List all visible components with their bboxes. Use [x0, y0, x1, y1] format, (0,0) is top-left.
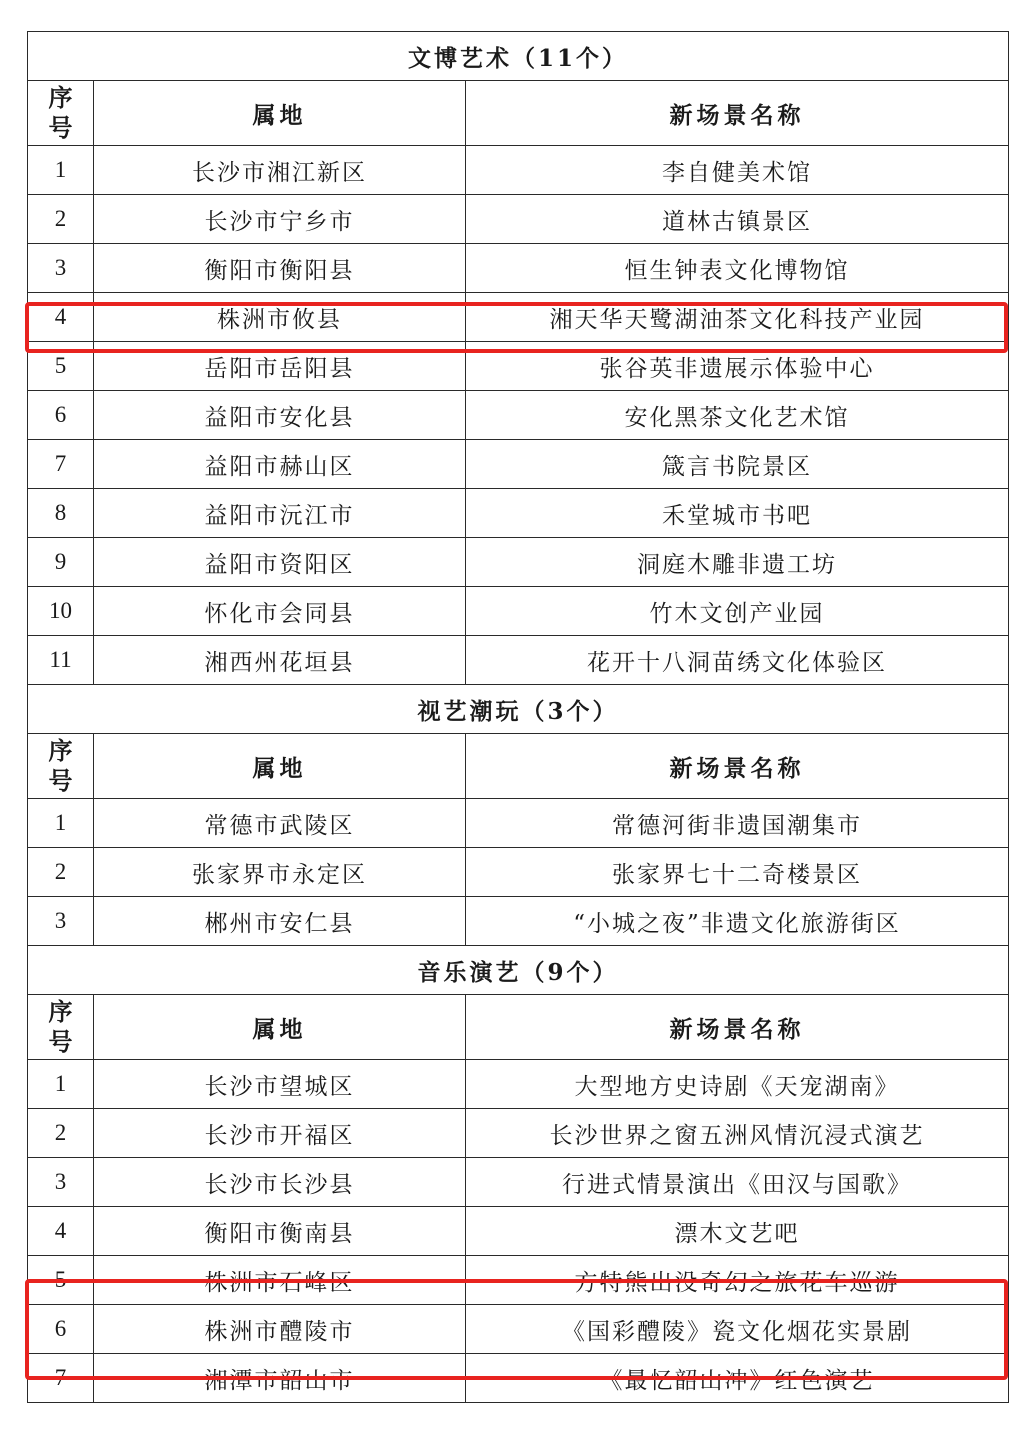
table-row — [28, 1256, 1009, 1305]
row-scene-name: 竹木文创产业园 — [466, 587, 1009, 636]
column-header-row — [28, 81, 1009, 146]
row-scene-name: 漂木文艺吧 — [466, 1207, 1009, 1256]
scene-table — [27, 31, 1009, 1403]
row-scene-name: 李自健美术馆 — [466, 146, 1009, 195]
row-scene-name: 张家界七十二奇楼景区 — [466, 848, 1009, 897]
row-scene-name: 恒生钟表文化博物馆 — [466, 244, 1009, 293]
location-header: 属地 — [94, 734, 466, 799]
row-location: 株洲市石峰区 — [94, 1256, 466, 1305]
table-row — [28, 1207, 1009, 1256]
row-location: 常德市武陵区 — [94, 799, 466, 848]
section-title-row — [28, 685, 1009, 734]
row-seq: 9 — [28, 538, 94, 587]
location-header: 属地 — [94, 995, 466, 1060]
column-header-row — [28, 995, 1009, 1060]
table-row — [28, 195, 1009, 244]
table-row — [28, 538, 1009, 587]
seq-header: 序 号 — [28, 81, 94, 146]
row-seq: 2 — [28, 848, 94, 897]
section-title: 文博艺术（11个） — [28, 32, 1009, 81]
table-row — [28, 1354, 1009, 1403]
column-header-row — [28, 734, 1009, 799]
row-location: 株洲市醴陵市 — [94, 1305, 466, 1354]
row-location: 衡阳市衡南县 — [94, 1207, 466, 1256]
row-seq: 1 — [28, 146, 94, 195]
row-scene-name: 禾堂城市书吧 — [466, 489, 1009, 538]
row-seq: 1 — [28, 799, 94, 848]
table-row — [28, 440, 1009, 489]
name-header: 新场景名称 — [466, 734, 1009, 799]
row-scene-name: 《最忆韶山冲》红色演艺 — [466, 1354, 1009, 1403]
row-location: 益阳市赫山区 — [94, 440, 466, 489]
row-scene-name: “小城之夜”非遗文化旅游街区 — [466, 897, 1009, 946]
seq-header: 序 号 — [28, 995, 94, 1060]
scene-list-document — [27, 31, 1008, 1403]
row-location: 湘西州花垣县 — [94, 636, 466, 685]
row-location: 长沙市望城区 — [94, 1060, 466, 1109]
table-row — [28, 146, 1009, 195]
row-seq: 7 — [28, 1354, 94, 1403]
row-scene-name: 行进式情景演出《田汉与国歌》 — [466, 1158, 1009, 1207]
section-title: 视艺潮玩（3个） — [28, 685, 1009, 734]
table-row — [28, 1158, 1009, 1207]
row-scene-name: 《国彩醴陵》瓷文化烟花实景剧 — [466, 1305, 1009, 1354]
row-seq: 6 — [28, 1305, 94, 1354]
row-scene-name: 方特熊出没奇幻之旅花车巡游 — [466, 1256, 1009, 1305]
row-seq: 7 — [28, 440, 94, 489]
row-location: 长沙市开福区 — [94, 1109, 466, 1158]
row-seq: 1 — [28, 1060, 94, 1109]
row-seq: 5 — [28, 342, 94, 391]
row-seq: 10 — [28, 587, 94, 636]
row-location: 益阳市资阳区 — [94, 538, 466, 587]
table-row — [28, 1060, 1009, 1109]
row-scene-name: 常德河街非遗国潮集市 — [466, 799, 1009, 848]
table-row — [28, 1109, 1009, 1158]
table-row — [28, 489, 1009, 538]
row-seq: 5 — [28, 1256, 94, 1305]
row-scene-name: 箴言书院景区 — [466, 440, 1009, 489]
table-row — [28, 587, 1009, 636]
location-header: 属地 — [94, 81, 466, 146]
row-seq: 2 — [28, 195, 94, 244]
row-seq: 11 — [28, 636, 94, 685]
row-scene-name: 湘天华天鹭湖油茶文化科技产业园 — [466, 293, 1009, 342]
row-location: 张家界市永定区 — [94, 848, 466, 897]
row-seq: 2 — [28, 1109, 94, 1158]
row-seq: 3 — [28, 897, 94, 946]
table-row — [28, 1305, 1009, 1354]
row-location: 岳阳市岳阳县 — [94, 342, 466, 391]
name-header: 新场景名称 — [466, 995, 1009, 1060]
section-title-row — [28, 946, 1009, 995]
row-location: 长沙市湘江新区 — [94, 146, 466, 195]
row-seq: 4 — [28, 1207, 94, 1256]
row-location: 益阳市安化县 — [94, 391, 466, 440]
section-title-row — [28, 32, 1009, 81]
table-row — [28, 897, 1009, 946]
table-row — [28, 293, 1009, 342]
row-location: 怀化市会同县 — [94, 587, 466, 636]
row-scene-name: 长沙世界之窗五洲风情沉浸式演艺 — [466, 1109, 1009, 1158]
row-seq: 3 — [28, 244, 94, 293]
table-row — [28, 799, 1009, 848]
row-location: 郴州市安仁县 — [94, 897, 466, 946]
table-row — [28, 636, 1009, 685]
table-row — [28, 391, 1009, 440]
row-location: 长沙市长沙县 — [94, 1158, 466, 1207]
row-seq: 3 — [28, 1158, 94, 1207]
name-header: 新场景名称 — [466, 81, 1009, 146]
seq-header: 序 号 — [28, 734, 94, 799]
row-scene-name: 道林古镇景区 — [466, 195, 1009, 244]
row-scene-name: 张谷英非遗展示体验中心 — [466, 342, 1009, 391]
row-scene-name: 花开十八洞苗绣文化体验区 — [466, 636, 1009, 685]
row-seq: 8 — [28, 489, 94, 538]
row-seq: 6 — [28, 391, 94, 440]
row-location: 株洲市攸县 — [94, 293, 466, 342]
row-location: 长沙市宁乡市 — [94, 195, 466, 244]
row-scene-name: 安化黑茶文化艺术馆 — [466, 391, 1009, 440]
table-row — [28, 848, 1009, 897]
table-row — [28, 342, 1009, 391]
section-title: 音乐演艺（9个） — [28, 946, 1009, 995]
row-location: 衡阳市衡阳县 — [94, 244, 466, 293]
row-location: 湘潭市韶山市 — [94, 1354, 466, 1403]
table-row — [28, 244, 1009, 293]
row-seq: 4 — [28, 293, 94, 342]
row-location: 益阳市沅江市 — [94, 489, 466, 538]
row-scene-name: 洞庭木雕非遗工坊 — [466, 538, 1009, 587]
row-scene-name: 大型地方史诗剧《天宠湖南》 — [466, 1060, 1009, 1109]
